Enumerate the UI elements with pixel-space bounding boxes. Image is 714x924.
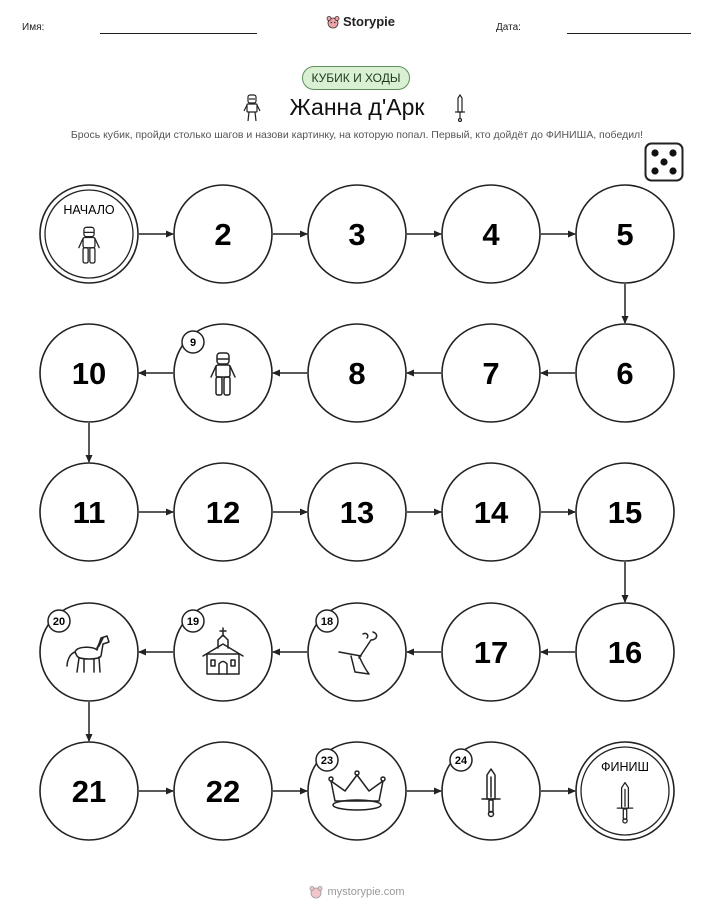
cell-number: 13 (339, 495, 375, 530)
board-cell-7[interactable] (442, 324, 540, 422)
name-label: Имя: (22, 22, 45, 33)
board-cell-13[interactable] (308, 463, 406, 561)
board-cell-2[interactable] (174, 185, 272, 283)
board-cell-10[interactable] (40, 324, 138, 422)
cell-number: 22 (205, 774, 241, 809)
cell-number: 23 (320, 755, 334, 767)
board-cell-1[interactable] (40, 185, 138, 283)
cell-number: 3 (348, 217, 366, 252)
board-cell-14[interactable] (442, 463, 540, 561)
date-label: Дата: (496, 22, 521, 33)
board-cell-5[interactable] (576, 185, 674, 283)
game-type-badge: КУБИК И ХОДЫ (302, 66, 410, 90)
cell-number: 19 (186, 616, 200, 628)
footer-site: mystorypie.com (327, 886, 405, 898)
board-cell-22[interactable] (174, 742, 272, 840)
board-cell-24[interactable] (442, 742, 540, 840)
board-cell-3[interactable] (308, 185, 406, 283)
storypie-mascot-icon (309, 885, 323, 899)
board-cell-12[interactable] (174, 463, 272, 561)
board-cell-15[interactable] (576, 463, 674, 561)
finish-label: ФИНИШ (601, 760, 649, 774)
cell-number: 2 (214, 217, 232, 252)
board-cell-11[interactable] (40, 463, 138, 561)
board-cell-23[interactable] (308, 742, 406, 840)
cell-number: 18 (320, 616, 334, 628)
cell-number: 21 (71, 774, 107, 809)
board-cell-17[interactable] (442, 603, 540, 701)
board-cell-6[interactable] (576, 324, 674, 422)
board-cell-16[interactable] (576, 603, 674, 701)
cell-number: 6 (616, 356, 634, 391)
brand-name: Storypie (343, 14, 396, 29)
cell-number: 14 (473, 495, 509, 530)
board-cell-20[interactable] (40, 603, 138, 701)
cell-number: 8 (348, 356, 366, 391)
instructions: Брось кубик, пройди столько шагов и назови картинку, на которую попал. Первый, кто дойдёт до ФИНИША, победил! (70, 129, 644, 141)
cell-number: 20 (52, 616, 66, 628)
cell-number: 4 (482, 217, 500, 252)
page-title: Жанна д'Арк (289, 94, 425, 120)
cell-number: 9 (189, 337, 197, 349)
start-label: НАЧАЛО (63, 203, 115, 217)
board-cell-4[interactable] (442, 185, 540, 283)
cell-number: 5 (616, 217, 634, 252)
cell-number: 12 (205, 495, 241, 530)
cell-number: 7 (482, 356, 500, 391)
cell-number: 24 (454, 755, 468, 767)
board-cell-18[interactable] (308, 603, 406, 701)
footer (0, 885, 714, 899)
cell-number: 16 (607, 635, 643, 670)
board-cell-25[interactable] (576, 742, 674, 840)
board-cell-21[interactable] (40, 742, 138, 840)
board-cell-19[interactable] (174, 603, 272, 701)
cell-number: 17 (473, 635, 509, 670)
cell-number: 15 (607, 495, 643, 530)
cell-number: 11 (72, 495, 106, 530)
board-cell-8[interactable] (308, 324, 406, 422)
cell-number: 10 (71, 356, 107, 391)
board-cell-9[interactable] (174, 324, 272, 422)
